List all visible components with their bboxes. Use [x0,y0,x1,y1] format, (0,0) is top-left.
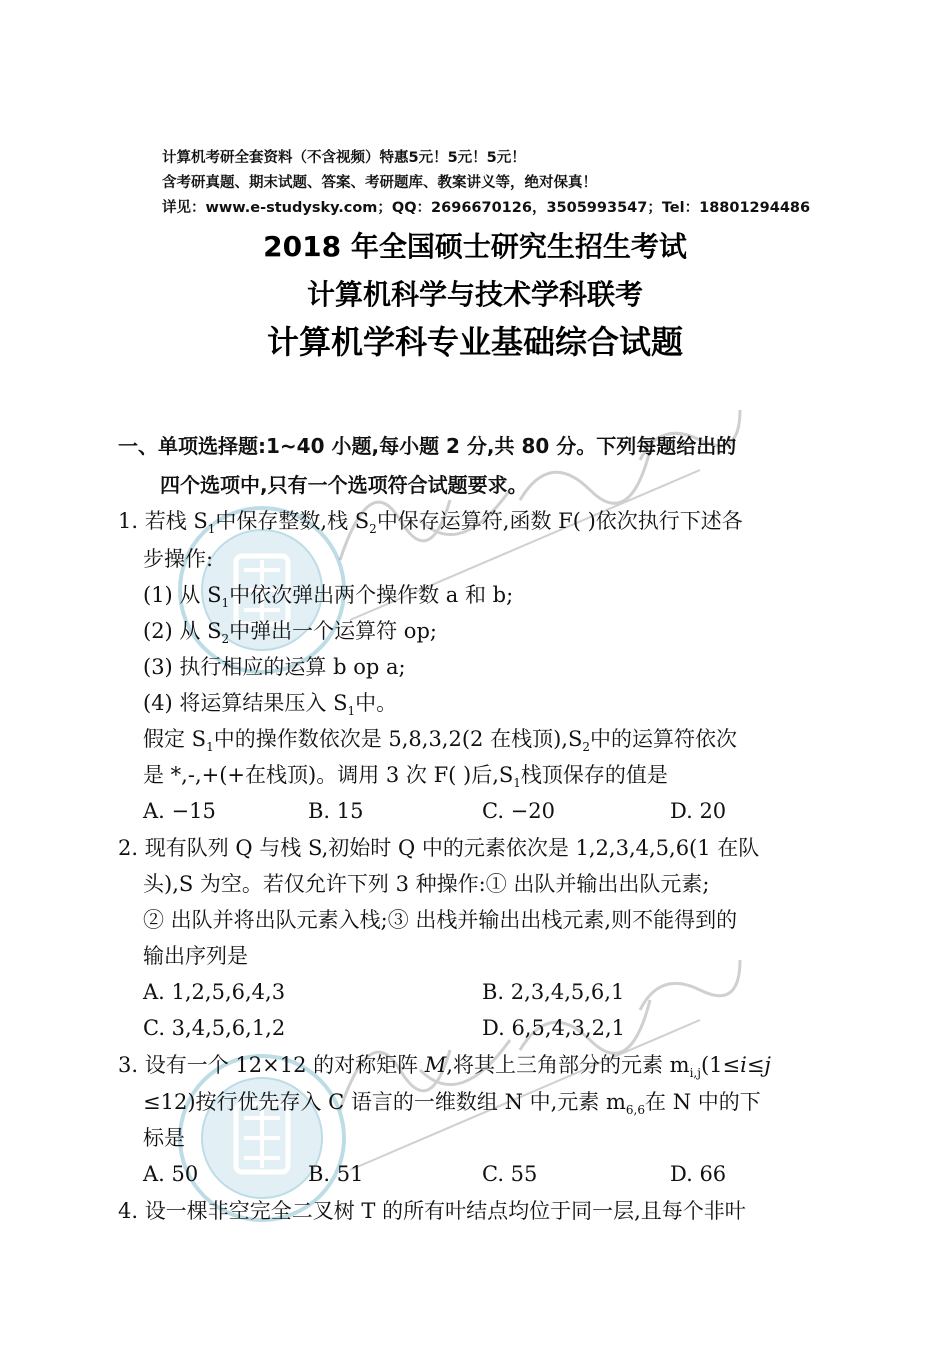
q2-stem-cont-2: ② 出队并将出队元素入栈;③ 出栈并输出出栈元素,则不能得到的 [143,908,738,932]
q1-stem: 1. 若栈 $S_1$中保存整数,栈 $S_2$中保存运算符,函数 F( )依次执行下述各 [118,509,743,537]
ad-header [162,146,810,221]
section-heading-cont: 四个选项中,只有一个选项符合试题要求。 [160,473,528,497]
exam-title: 2018 年全国硕士研究生招生考试 [263,230,687,263]
q3-stem: 3. 设有一个 12×12 的对称矩阵 M,将其上三角部分的元素 $m_{i,j}(1\le i\le j$ [118,1053,771,1081]
exam-subtitle: 计算机科学与技术学科联考 [306,278,643,311]
q3-stem-cont-2: 标是 [143,1126,185,1150]
ad-line-3: 详见：www.e-studysky.com；QQ：2696670126，3505993547；Tel：18801294486 [162,200,811,216]
q2-option-d: D. 6,5,4,3,2,1 [482,1016,625,1040]
q4-stem: 4. 设一棵非空完全二叉树 T 的所有叶结点均位于同一层,且每个非叶 [118,1199,746,1223]
section-heading: 一、单项选择题:1~40 小题,每小题 2 分,共 80 分。下列每题给出的 [118,434,737,458]
ad-line-1: 计算机考研全套资料（不含视频）特惠5元！5元！5元！ [162,150,526,166]
q2-stem-cont-3: 输出序列是 [143,944,248,968]
q2-option-a: A. 1,2,5,6,4,3 [143,980,286,1004]
q1-option-a: A. −15 [143,799,216,823]
q3-option-d: D. 66 [670,1162,727,1186]
q3-option-a: A. 50 [143,1162,199,1186]
q2-stem-cont-1: 头),S 为空。若仅允许下列 3 种操作:① 出队并输出出队元素; [143,872,710,896]
q2-option-c: C. 3,4,5,6,1,2 [143,1016,286,1040]
q3-option-c: C. 55 [482,1162,538,1186]
q3-option-b: B. 51 [308,1162,364,1186]
q1-step-3: (3) 执行相应的运算 b op a; [143,655,406,679]
exam-paper-name: 计算机学科专业基础综合试题 [266,323,683,361]
q2-stem: 2. 现有队列 Q 与栈 S,初始时 Q 中的元素依次是 1,2,3,4,5,6(1 在队 [118,836,760,860]
q1-step-2: (2) 从 $S_2$中弹出一个运算符 op; [143,619,437,647]
q1-option-c: C. −20 [482,799,555,823]
q1-option-d: D. 20 [670,799,727,823]
q2-option-b: B. 2,3,4,5,6,1 [482,980,625,1004]
ad-line-2: 含考研真题、期末试题、答案、考研题库、教案讲义等，绝对保真！ [162,175,597,191]
q1-stem-cont: 步操作: [143,547,214,571]
q1-step-1: (1) 从 $S_1$中依次弹出两个操作数 a 和 b; [143,583,514,611]
q1-option-b: B. 15 [308,799,364,823]
q3-stem-cont: ≤12)按行优先存入 C 语言的一维数组 N 中,元素 $m_{6,6}$在 N 中的下 [143,1090,761,1118]
q1-assumption: 假定 $S_1$中的操作数依次是 5,8,3,2(2 在栈顶)$,S_2$中的运算符依次 [143,727,737,755]
q1-step-4: (4) 将运算结果压入 $S_1$中。 [143,691,398,719]
q1-question: 是 *,-,+(+在栈顶)。调用 3 次 F( )后$,S_1$栈顶保存的值是 [143,763,668,791]
